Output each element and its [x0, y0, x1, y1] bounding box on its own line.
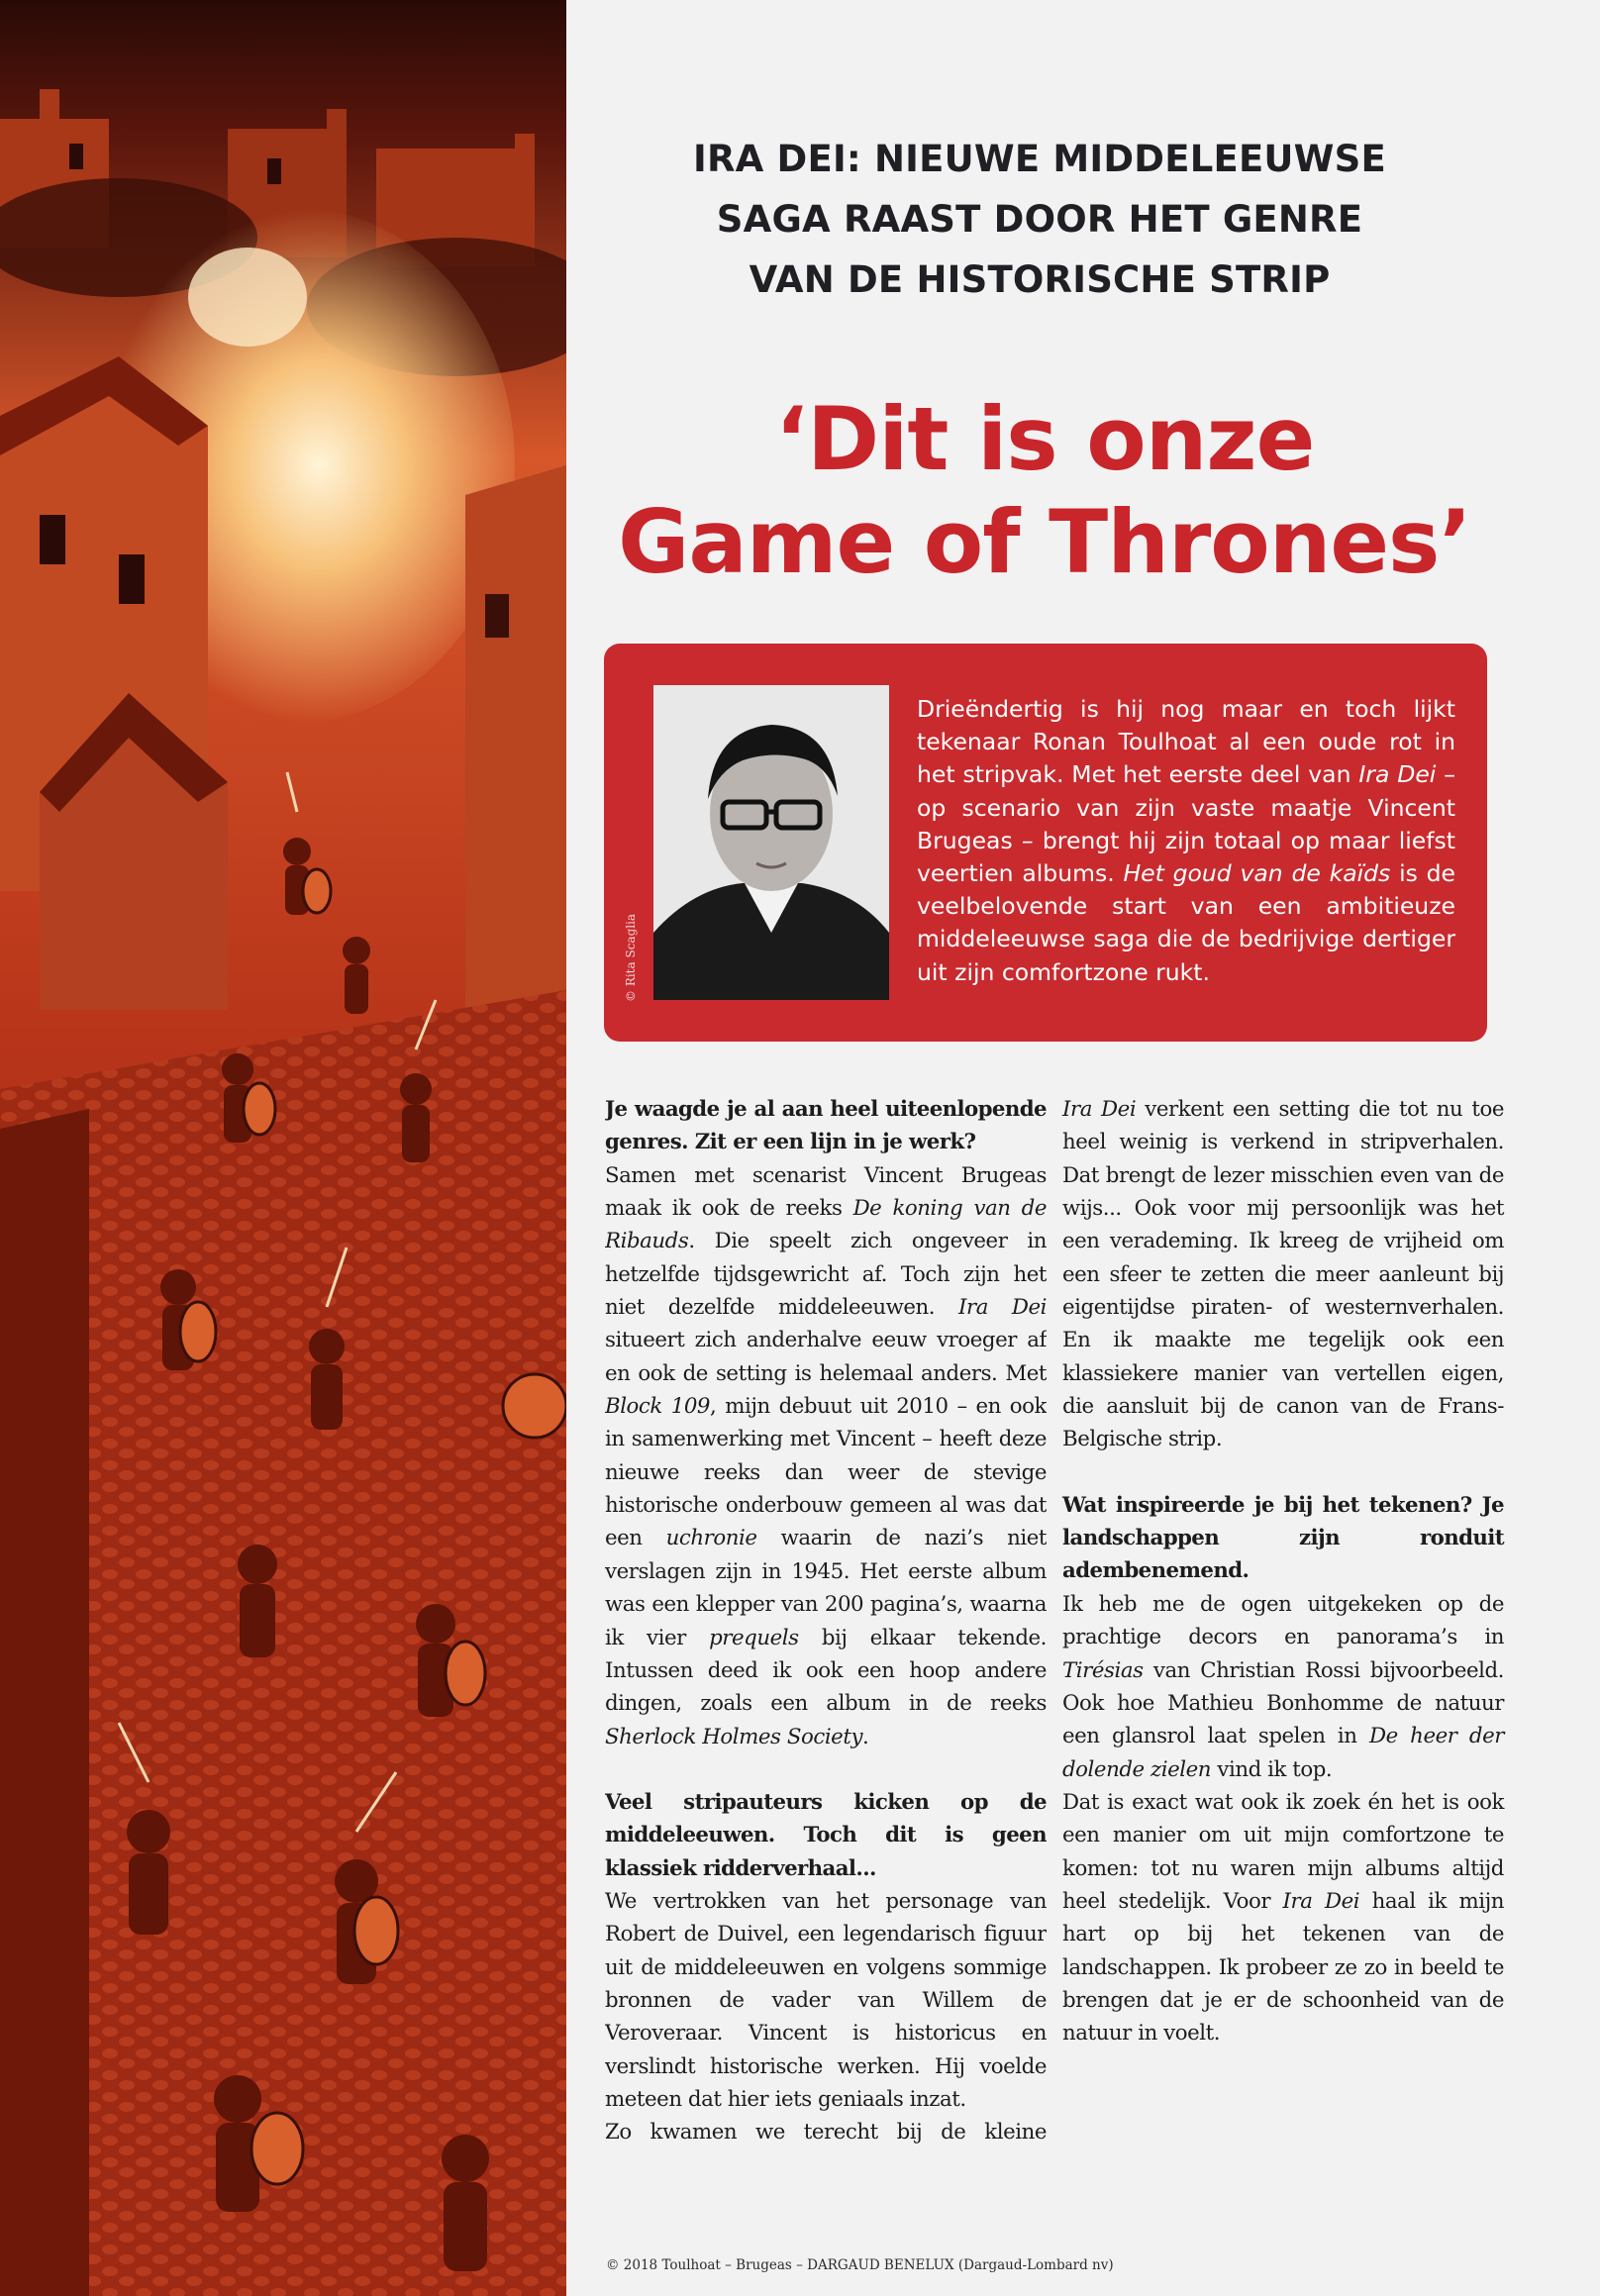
interview-answer: Dat is exact wat ook ik zoek én het is ook een manier om uit mijn comfortzone te komen: tot nu waren mijn albums altijd heel stedelijk. Voor Ira Dei haal ik mijn hart op bij het tekenen van de landschappen. Ik probeer ze zo in beeld te brengen dat je er de schoonheid van de natuur in voelt. — [1062, 1789, 1504, 2046]
interview-answer: We vertrokken van het personage van Robert de Duivel, een legendarisch figuur uit de middeleeuwen en volgens sommige bronnen de vader van Willem de Veroveraar. Vincent is historicus en verslindt historische werken. Hij voelde meteen dat hier iets geniaals inzat. — [605, 1888, 1047, 2112]
interview-answer: Ik heb me de ogen uitgekeken op de prachtige decors en panorama’s in Tirésias van Christian Rossi bijvoorbeeld. Ook hoe Mathieu Bonhomme de natuur een glansrol laat spelen in De heer der dolende zielen vind ik top. — [1062, 1591, 1504, 1782]
kicker-line: IRA DEI: NIEUWE MIDDELEEUWSE — [692, 138, 1387, 180]
comic-illustration — [0, 0, 566, 2296]
author-portrait — [653, 685, 889, 1000]
interview-question: Veel stripauteurs kicken op de middeleeuwen. Toch dit is geen klassiek ridderverhaal... — [605, 1789, 1047, 1881]
kicker-line: VAN DE HISTORISCHE STRIP — [749, 258, 1331, 301]
intro-paragraph: Drieëndertig is hij nog maar en toch lijkt tekenaar Ronan Toulhoat al een oude rot in het stripvak. Met het eerste deel van Ira Dei – op scenario van zijn vaste maatje Vincent Brugeas – brengt hij zijn totaal op maar liefst veertien albums. Het goud van de kaïds is de veelbelovende start van een ambitieuze middeleeuwse saga die de bedrijvige dertiger uit zijn comfortzone rukt. — [917, 695, 1456, 986]
article-column-left — [605, 1093, 1047, 2148]
interview-answer: Ira Dei verkent een setting die tot nu toe heel weinig is verkend in stripverhalen. Dat brengt de lezer misschien even van de wijs... Ook voor mij persoonlijk was het een verademing. Ik kreeg de vrijheid om een sfeer te zetten die meer aanleunt bij eigentijdse piraten- of westernverhalen. En ik maakte me tegelijk ook een klassiekere manier van vertellen eigen, die aansluit bij de canon van de Frans-Belgische strip. — [1062, 1097, 1504, 1452]
headline-line: Game of Thrones’ — [618, 491, 1471, 593]
headline-line: ‘Dit is onze — [774, 388, 1315, 490]
photo-credit: © Rita Scaglia — [624, 913, 638, 1002]
article-column-right — [1062, 1093, 1504, 2050]
interview-question: Je waagde je al aan heel uiteenlopende genres. Zit er een lijn in je werk? — [605, 1097, 1047, 1155]
headline — [584, 388, 1505, 594]
image-credit: © 2018 Toulhoat – Brugeas – DARGAUD BENELUX (Dargaud-Lombard nv) — [606, 2257, 1114, 2273]
kicker-line: SAGA RAAST DOOR HET GENRE — [716, 198, 1363, 241]
interview-question: Wat inspireerde je bij het tekenen? Je landschappen zijn ronduit adembenemend. — [1062, 1492, 1504, 1584]
intro-box — [604, 644, 1487, 1042]
kicker-heading — [614, 129, 1465, 310]
interview-answer: Samen met scenarist Vincent Brugeas maak ik ook de reeks De koning van de Ribauds. Die speelt zich ongeveer in hetzelfde tijdsgewricht af. Toch zijn het niet dezelfde middeleeuwen. Ira Dei situeert zich anderhalve eeuw vroeger af en ook de setting is helemaal anders. Met Block 109, mijn debuut uit 2010 – en ook in samenwerking met Vincent – heeft deze nieuwe reeks dan weer de stevige historische onderbouw gemeen al was dat een uchronie waarin de nazi’s niet verslagen zijn in 1945. Het eerste album was een klepper van 200 pagina’s, waarna ik vier prequels bij elkaar tekende. Intussen deed ik ook een hoop andere dingen, zoals een album in de reeks Sherlock Holmes Society. — [605, 1162, 1047, 1749]
interview-answer: Zo kwamen we terecht bij de kleine — [605, 2120, 1047, 2146]
